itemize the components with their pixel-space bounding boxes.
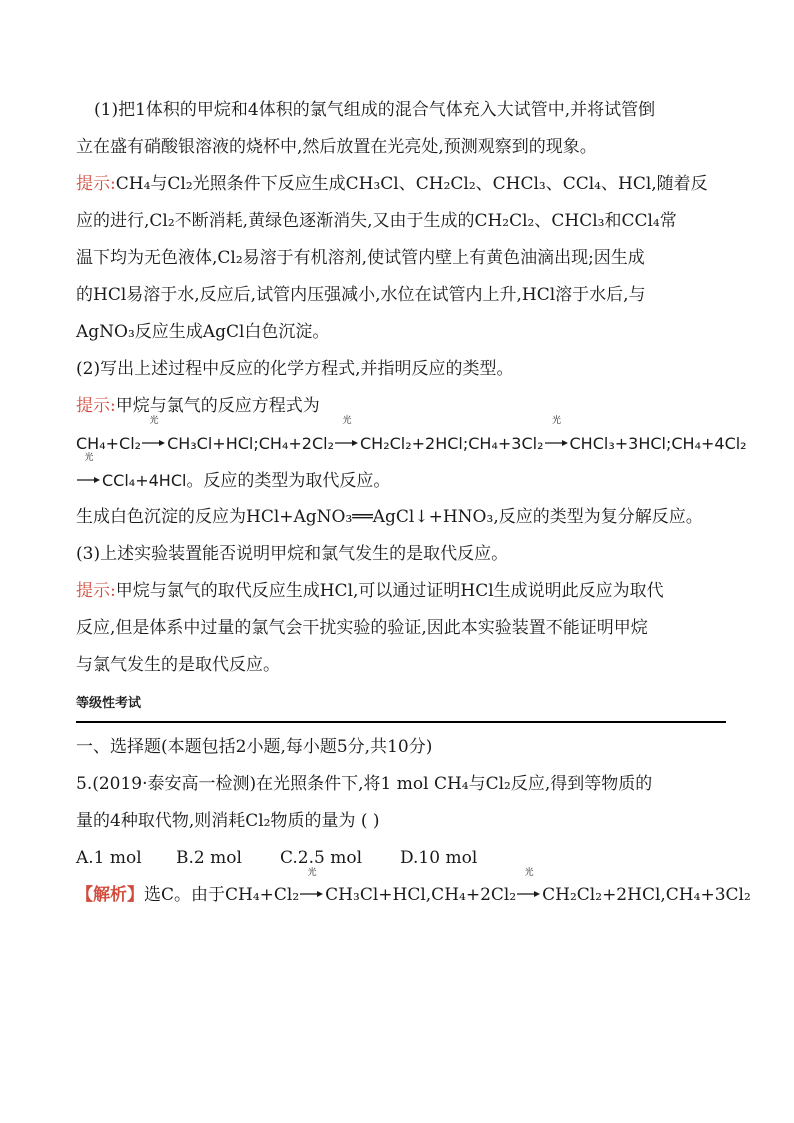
- analysis-label: 【解析】: [76, 885, 144, 905]
- question-5-analysis: [76, 868, 751, 914]
- hint-label: 提示:: [76, 174, 116, 194]
- section-divider: [76, 721, 726, 723]
- hint-label: 提示:: [76, 396, 116, 416]
- analysis-equation-part: CH₄+Cl₂: [225, 885, 300, 905]
- light-condition: 光: [551, 416, 561, 426]
- arrow-icon: [142, 438, 166, 448]
- light-condition: 光: [307, 868, 317, 878]
- question-1-line-2: 立在盛有硝酸银溶液的烧杯中,然后放置在光亮处,预测观察到的现象。: [76, 137, 597, 157]
- light-condition: 光: [524, 868, 534, 878]
- hint-1-line-4: 的HCl易溶于水,反应后,试管内压强减小,水位在试管内上升,HCl溶于水后,与: [76, 285, 646, 305]
- arrow-icon: [77, 475, 101, 485]
- equation-tail: 。反应的类型为取代反应。: [186, 471, 391, 491]
- arrow-icon: [545, 438, 569, 448]
- equation-line-1: [76, 416, 747, 462]
- hint-1-line-1: [76, 166, 726, 203]
- hint-1-line-5: AgNO₃反应生成AgCl白色沉淀。: [76, 322, 330, 342]
- analysis-text: 选C。由于: [144, 885, 226, 905]
- light-arrow: [141, 416, 167, 462]
- light-arrow: [334, 416, 360, 462]
- equation-part: CH₂Cl₂+2HCl;CH₄+3Cl₂: [359, 434, 544, 453]
- light-condition: 光: [149, 416, 159, 426]
- hint-3-line-1: [76, 573, 726, 610]
- light-arrow: [299, 868, 325, 914]
- section-label: 等级性考试: [76, 696, 142, 711]
- question-3: (3)上述实验装置能否说明甲烷和氯气发生的是取代反应。: [76, 544, 509, 564]
- light-condition: 光: [84, 453, 94, 463]
- option-d: D.10 mol: [400, 848, 478, 868]
- equation-part: CH₄+Cl₂: [76, 434, 142, 453]
- analysis-equation-part: CH₃Cl+HCl,CH₄+2Cl₂: [325, 885, 517, 905]
- option-b: B.2 mol: [176, 848, 242, 868]
- section-heading: 一、选择题(本题包括2小题,每小题5分,共10分): [76, 737, 433, 757]
- question-5-line-2: 量的4种取代物,则消耗Cl₂物质的量为 ( ): [76, 811, 380, 831]
- equation-part: CH₃Cl+HCl;CH₄+2Cl₂: [167, 434, 334, 453]
- question-5-line-1: 5.(2019·泰安高一检测)在光照条件下,将1 mol CH₄与Cl₂反应,得到等物质的: [76, 774, 653, 794]
- section-header: [76, 684, 726, 723]
- option-c: C.2.5 mol: [280, 848, 363, 868]
- equation-line-2: [76, 453, 726, 499]
- hint-text: 甲烷与氯气的反应方程式为: [115, 396, 320, 416]
- hint-text: 甲烷与氯气的取代反应生成HCl,可以通过证明HCl生成说明此反应为取代: [115, 581, 664, 601]
- question-1-line-1: (1)把1体积的甲烷和4体积的氯气组成的混合气体充入大试管中,并将试管倒: [94, 100, 656, 120]
- hint-2-line-1: [76, 388, 726, 425]
- precipitate-reaction: 生成白色沉淀的反应为HCl+AgNO₃══AgCl↓+HNO₃,反应的类型为复分解反应。: [76, 507, 703, 527]
- arrow-icon: [300, 889, 324, 899]
- hint-text: CH₄与Cl₂光照条件下反应生成CH₃Cl、CH₂Cl₂、CHCl₃、CCl₄、HCl,随着反: [115, 174, 708, 194]
- light-arrow: [544, 416, 570, 462]
- hint-3-line-2: 反应,但是体系中过量的氯气会干扰实验的验证,因此本实验装置不能证明甲烷: [76, 618, 648, 638]
- arrow-icon: [335, 438, 359, 448]
- hint-1-line-3: 温下均为无色液体,Cl₂易溶于有机溶剂,使试管内壁上有黄色油滴出现;因生成: [76, 248, 645, 268]
- light-condition: 光: [342, 416, 352, 426]
- analysis-equation-part: CH₂Cl₂+2HCl,CH₄+3Cl₂: [542, 885, 751, 905]
- document-page: [76, 92, 751, 914]
- hint-3-line-3: 与氯气发生的是取代反应。: [76, 655, 280, 675]
- question-2: (2)写出上述过程中反应的化学方程式,并指明反应的类型。: [76, 359, 514, 379]
- hint-1-line-2: 应的进行,Cl₂不断消耗,黄绿色逐渐消失,又由于生成的CH₂Cl₂、CHCl₃和CCl₄常: [76, 211, 677, 231]
- option-a: A.1 mol: [76, 848, 142, 868]
- light-arrow: [516, 868, 542, 914]
- light-arrow: [76, 453, 102, 499]
- equation-part: CCl₄+4HCl: [102, 471, 187, 490]
- arrow-icon: [517, 889, 541, 899]
- question-5-options: [76, 840, 726, 877]
- equation-part: CHCl₃+3HCl;CH₄+4Cl₂: [569, 434, 747, 453]
- hint-label: 提示:: [76, 581, 116, 601]
